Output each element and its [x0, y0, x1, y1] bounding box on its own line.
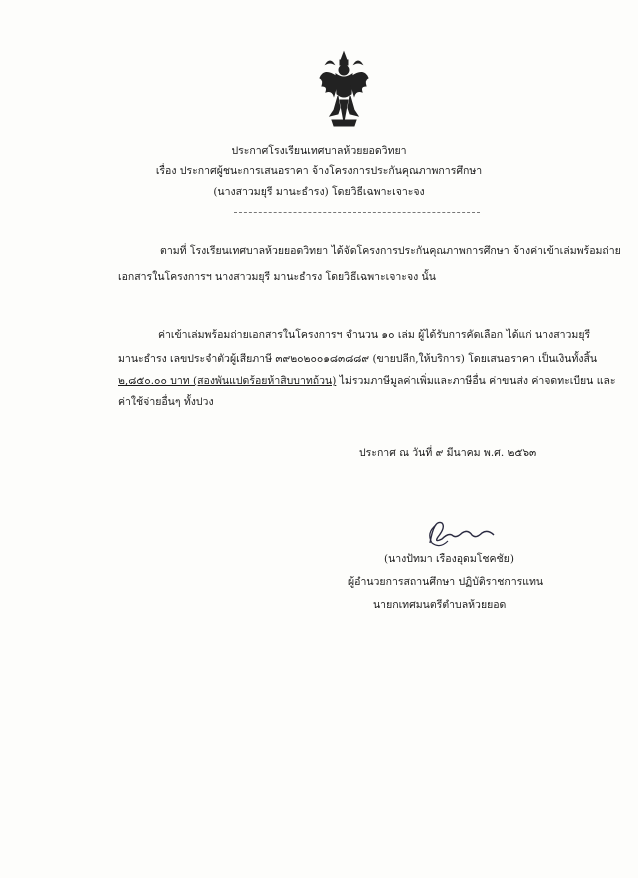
paragraph-2-line-2: มานะธำรง เลขประจำตัวผู้เสียภาษี ๓๙๒๐๒๐๐๑๘๓๘๘๙ (ขายปลีก,ให้บริการ) โดยเสนอราคา เป็นเงินทั้งสิ้น — [118, 353, 598, 365]
paragraph-1-line-2: เอกสารในโครงการฯ นางสาวมยุรี มานะธำรง โดยวิธีเฉพาะเจาะจง นั้น — [118, 271, 436, 283]
header-divider — [234, 212, 480, 213]
signatory-name: (นางปัทมา เรืองอุดมโชคชัย) — [384, 553, 514, 565]
announcement-date: ประกาศ ณ วันที่ ๙ มีนาคม พ.ศ. ๒๕๖๓ — [359, 447, 537, 459]
paragraph-2-line-3 — [118, 372, 616, 389]
handwritten-signature — [412, 513, 504, 553]
paragraph-1-line-1: ตามที่ โรงเรียนเทศบาลห้วยยอดวิทยา ได้จัดโครงการประกันคุณภาพการศึกษา จ้างค่าเข้าเล่มพร้อมถ่าย — [160, 245, 621, 257]
signatory-title-1: ผู้อำนวยการสถานศึกษา ปฏิบัติราชการแทน — [348, 576, 544, 588]
garuda-emblem-icon — [318, 50, 370, 128]
signatory-title-2: นายกเทศมนตรีตำบลห้วยยอด — [373, 599, 507, 611]
announcement-title: ประกาศโรงเรียนเทศบาลห้วยยอดวิทยา — [231, 145, 407, 157]
contract-amount: ๒,๘๕๐.๐๐ บาท (สองพันแปดร้อยห้าสิบบาทถ้วน) — [118, 375, 337, 387]
paragraph-2-line-4: ค่าใช้จ่ายอื่นๆ ทั้งปวง — [118, 396, 214, 408]
announcement-subject: เรื่อง ประกาศผู้ชนะการเสนอราคา จ้างโครงการประกันคุณภาพการศึกษา — [155, 165, 483, 177]
paragraph-2-line-3-rest: ไม่รวมภาษีมูลค่าเพิ่มและภาษีอื่น ค่าขนส่ง ค่าจดทะเบียน และ — [336, 375, 616, 387]
paragraph-2-line-1: ค่าเข้าเล่มพร้อมถ่ายเอกสารในโครงการฯ จำนวน ๑๐ เล่ม ผู้ได้รับการคัดเลือก ได้แก่ นางสาวมยุรี — [158, 329, 591, 341]
announcement-subject-detail: (นางสาวมยุรี มานะธำรง) โดยวิธีเฉพาะเจาะจง — [213, 186, 425, 198]
